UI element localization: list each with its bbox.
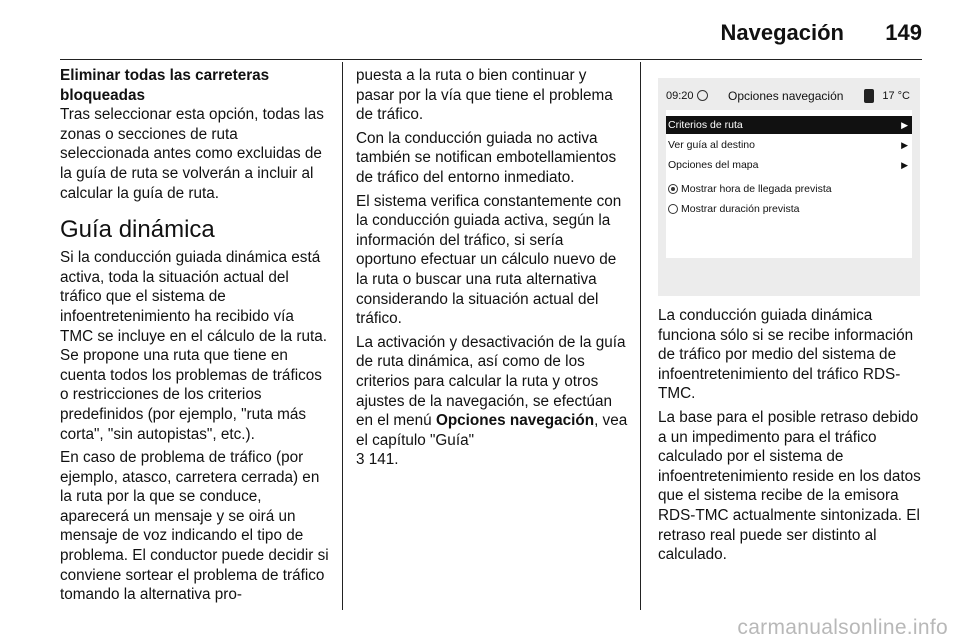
clock-time: 09:20	[666, 90, 694, 102]
menu-name: Opciones navegación	[435, 412, 595, 430]
column-divider	[342, 62, 343, 610]
page-header	[60, 14, 922, 60]
page-reference: 3 141.	[356, 451, 399, 469]
column-2	[356, 66, 628, 474]
menu-item-label: Criterios de ruta	[668, 119, 743, 131]
radio-label: Mostrar hora de llegada prevista	[681, 183, 832, 195]
paragraph: Si la conducción guiada dinámica está activa, toda la situación actual del tráfico que el sistema de infoentretenimiento ha recibido vía TMC se incluye en el cálculo de la ruta. Se propone una ruta que tiene en cuenta todos los problemas de tráficos o restricciones de los criterios predefinidos (por ejemplo, "ruta más corta", "sin autopistas", etc.).	[60, 249, 327, 443]
section-heading: Guía dinámica	[60, 216, 215, 244]
clock-icon	[697, 90, 708, 101]
paragraph: puesta a la ruta o bien continuar y pasar por la vía que tiene el problema de tráfico.	[356, 67, 613, 124]
paragraph: Con la conducción guiada no activa también se notifican embotellamientos de tráfico del entorno inmediato.	[356, 129, 617, 186]
menu-item-ver-guia[interactable]	[666, 136, 912, 154]
menu-item-label: Opciones del mapa	[668, 159, 759, 171]
subheading: Eliminar todas las carreteras bloqueadas	[60, 67, 270, 104]
screen-illustration	[658, 78, 920, 296]
temperature: 17 °C	[882, 90, 910, 102]
watermark: carmanualsonline.info	[737, 616, 948, 639]
radio-unchecked-icon	[668, 204, 678, 214]
page-title: Navegación	[720, 20, 844, 45]
paragraph: En caso de problema de tráfico (por ejemplo, atasco, carretera cerrada) en la ruta por la que se conduce, aparecerá un mensaje y se oirá un mensaje de voz indicando el tipo de problema. El conductor puede decidir si conviene sortear el problema de tráfico tomando la alternativa pro-	[60, 449, 329, 604]
paragraph: La base para el posible retraso debido a un impedimento para el tráfico calculado por el sistema de infoentretenimiento reside en los datos que el sistema recibe de la emisora RDS-TMC actualmente sintonizada. El retraso real puede ser distinto al calculado.	[658, 408, 921, 564]
column-divider	[640, 62, 641, 610]
radio-duracion[interactable]	[666, 200, 912, 218]
arrow-right-icon: ▶	[901, 160, 908, 170]
menu-item-opciones-mapa[interactable]	[666, 156, 912, 174]
column-1	[60, 66, 330, 609]
paragraph	[356, 333, 628, 470]
paragraph-text: La activación y desactivación de la guía de ruta dinámica, así como de los criterios para calcular la ruta y otros ajustes de la navegación, se efectúan en el menú	[356, 333, 626, 430]
screen-topbar	[666, 86, 912, 106]
radio-checked-icon	[668, 184, 678, 194]
menu-item-label: Ver guía al destino	[668, 139, 755, 151]
paragraph: La conducción guiada dinámica funciona sólo si se recibe información de tráfico por medio del sistema de infoentretenimiento del tráfico RDS-TMC.	[658, 307, 914, 403]
arrow-right-icon: ▶	[901, 140, 908, 150]
radio-hora-llegada[interactable]	[666, 180, 912, 198]
screen-menu	[666, 110, 912, 258]
paragraph-text: , vea el capítulo "Guía"	[356, 412, 628, 449]
menu-item-criterios-de-ruta[interactable]	[666, 116, 912, 134]
page-number: 149	[885, 20, 922, 45]
paragraph: Tras seleccionar esta opción, todas las zonas o secciones de ruta seleccionada antes como excluidas de la guía de ruta se volverán a incluir al calcular la guía de ruta.	[60, 106, 324, 202]
arrow-right-icon: ▶	[901, 120, 908, 130]
phone-icon	[864, 89, 874, 103]
radio-label: Mostrar duración prevista	[681, 203, 800, 215]
screen-title: Opciones navegación	[728, 89, 844, 103]
column-3	[658, 66, 924, 569]
paragraph: El sistema verifica constantemente con la conducción guiada activa, según la información del tráfico, si sería oportuno efectuar un cálculo nuevo de la ruta o buscar una ruta alternativa considerando la situación actual del tráfico.	[356, 192, 622, 328]
